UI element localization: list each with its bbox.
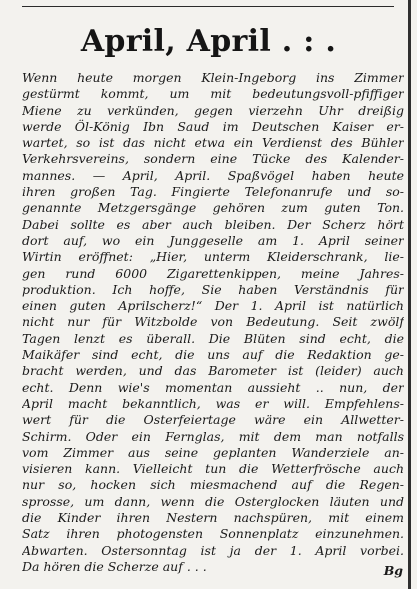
article-line: genannte Metzgersgänge gehören zum guten Ton. xyxy=(22,200,404,216)
article-line: dort auf, wo ein Junggeselle am 1. April seiner xyxy=(22,232,404,248)
article-line: Miene zu verkünden, gegen vierzehn Uhr dreißig xyxy=(22,102,404,118)
article-line: mannes. — April, April. Spaßvögel haben heute xyxy=(22,167,404,183)
article-line: Verkehrsvereins, sondern eine Tücke des Kalender- xyxy=(22,151,404,167)
article-line: nur so, hocken sich miesmachend auf die Regen- xyxy=(22,477,404,493)
article-line: gen rund 6000 Zigarettenkippen, meine Jahres- xyxy=(22,265,404,281)
article-line: Wirtin eröffnet: „Hier, unterm Kleiderschrank, lie- xyxy=(22,249,404,265)
byline: Bg xyxy=(383,563,403,578)
article-line: werde Öl-König Ibn Saud im Deutschen Kaiser er- xyxy=(22,118,404,134)
headline: April, April . : . xyxy=(80,24,337,59)
article-body xyxy=(22,70,404,575)
article-line: einen guten Aprilscherz!“ Der 1. April ist natürlich xyxy=(22,298,404,314)
article-line: produktion. Ich hoffe, Sie haben Verständnis für xyxy=(22,281,404,297)
article-line: sprosse, um dann, wenn die Osterglocken läuten und xyxy=(22,493,404,509)
top-rule xyxy=(22,6,394,7)
article-line: echt. Denn wie's momentan aussieht .. nun, der xyxy=(22,379,404,395)
article-line: wartet, so ist das nicht etwa ein Verdienst des Bühler xyxy=(22,135,404,151)
article-line: nicht nur für Witzbolde von Bedeutung. Seit zwölf xyxy=(22,314,404,330)
article-line: bracht werden, und das Barometer ist (leider) auch xyxy=(22,363,404,379)
article-line: Tagen lenzt es überall. Die Blüten sind echt, die xyxy=(22,330,404,346)
article-line: Satz ihren photogensten Sonnenplatz einzunehmen. xyxy=(22,526,404,542)
article-line: wert für die Osterfeiertage wäre ein Allwetter- xyxy=(22,412,404,428)
article-line: Dabei sollte es aber auch bleiben. Der Scherz hört xyxy=(22,216,404,232)
article-line: Da hören die Scherze auf . . . xyxy=(22,558,207,574)
article-line: April macht bekanntlich, was er will. Empfehlens- xyxy=(22,395,404,411)
article-line: vom Zimmer aus seine geplanten Wanderziele an- xyxy=(22,444,404,460)
article-line: die Kinder ihren Nestern nachspüren, mit einem xyxy=(22,510,404,526)
page-edge xyxy=(408,0,411,589)
article-line: Wenn heute morgen Klein-Ingeborg ins Zimmer xyxy=(22,70,404,85)
article-line: gestürmt kommt, um mit bedeutungsvoll-pfiffiger xyxy=(22,86,404,102)
article-line: Abwarten. Ostersonntag ist ja der 1. April vorbei. xyxy=(22,542,404,558)
article-line: Maikäfer sind echt, die uns auf die Redaktion ge- xyxy=(22,347,404,363)
article-line: visieren kann. Vielleicht tun die Wetterfrösche auch xyxy=(22,461,404,477)
article-line: Schirm. Oder ein Fernglas, mit dem man notfalls xyxy=(22,428,404,444)
article-line: ihren großen Tag. Fingierte Telefonanrufe und so- xyxy=(22,184,404,200)
